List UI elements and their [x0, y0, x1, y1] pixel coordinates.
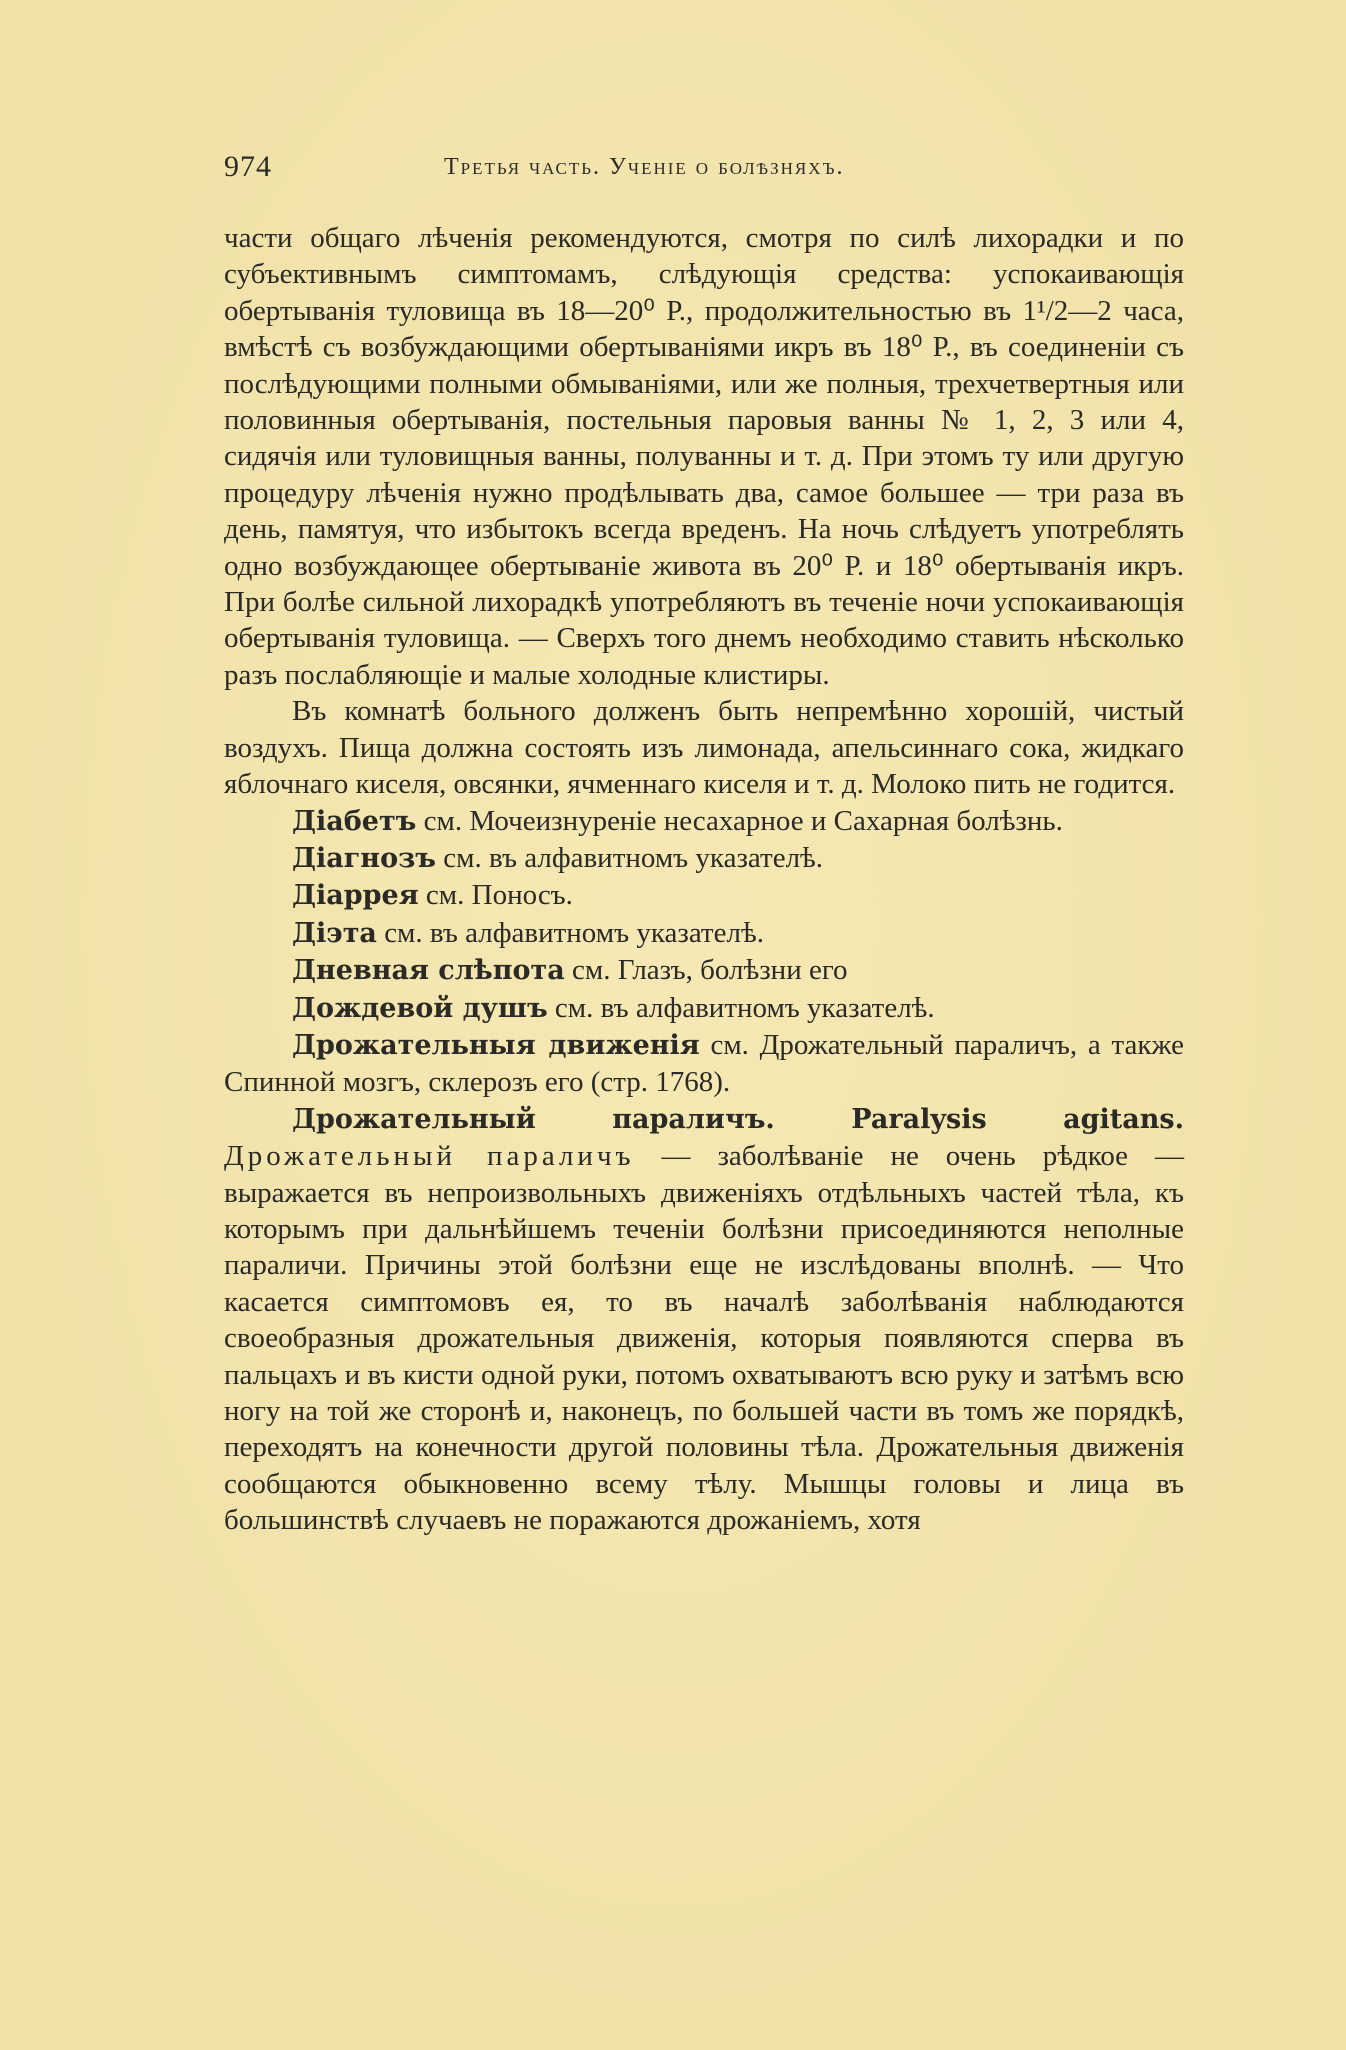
entry-diagnosis — [224, 840, 1184, 877]
paragraph: Въ комнатѣ больного долженъ быть непремѣнно хорошій, чистый воздухъ. Пища должна состоять изъ лимонада, апельсиннаго сока, жидкаго яблочнаго киселя, овсянки, ячменнаго киселя и т. д. Молоко пить не годится. — [224, 695, 1184, 801]
entry-text: см. Мочеизнуреніе несахарное и Сахарная болѣзнь. — [416, 804, 1063, 837]
entry-text: см. Поносъ. — [418, 879, 573, 912]
entry-paralysis-agitans — [224, 1101, 1184, 1539]
entry-text: см. въ алфавитномъ указателѣ. — [436, 841, 824, 874]
entry-diet — [224, 915, 1184, 952]
entry-term: Діаррея — [292, 880, 419, 912]
entry-term: Дрожательныя движенія — [292, 1029, 700, 1061]
entry-term: Діабетъ — [292, 805, 417, 837]
entry-text: см. Дрожательный параличъ, а также Спинной мозгъ, склерозъ его (стр. 1768). — [224, 1028, 1184, 1099]
page-header — [224, 150, 1184, 190]
entry-text: см. Глазъ, болѣзни его — [564, 954, 848, 987]
main-text — [224, 220, 1184, 1539]
entry-term: Дневная слѣпота — [292, 955, 565, 987]
paragraph: части общаго лѣченія рекомендуются, смотря по силѣ лихорадки и по субъективнымъ симптомамъ, слѣдующія средства: успокаивающія обертыванія туловища въ 18—20⁰ Р., продолжительностью въ 1¹/2—2 часа, вмѣстѣ съ возбуждающими обертываніями икръ въ 18⁰ Р., въ соединеніи съ послѣдующими полными обмываніями, или же полныя, трехчетвертныя или половинныя обертыванія, постельныя паровыя ванны № 1, 2, 3 или 4, сидячія или туловищныя ванны, полуванны и т. д. При этомъ ту или другую процедуру лѣченія нужно продѣлывать два, самое большее — три раза въ день, памятуя, что избытокъ всегда вреденъ. На ночь слѣдуетъ употреблять одно возбуждающее обертываніе живота въ 20⁰ Р. и 18⁰ обертыванія икръ. При болѣе сильной лихорадкѣ употребляютъ въ теченіе ночи успокаивающія обертыванія туловища. — Сверхъ того днемъ необходимо ставить нѣсколько разъ послабляющіе и малые холодные клистиры. — [224, 222, 1184, 691]
entry-term: Дрожательный параличъ. Paralysis agitans. — [292, 1103, 1184, 1135]
entry-term: Дождевой душъ — [292, 992, 548, 1024]
entry-text: — заболѣваніе не очень рѣдкое — выражается въ непроизвольныхъ движеніяхъ отдѣльныхъ частей тѣла, къ которымъ при дальнѣйшемъ теченіи болѣзни присоединяются неполные параличи. Причины этой болѣзни еще не изслѣдованы вполнѣ. — Что касается симптомовъ ея, то въ началѣ заболѣванія наблюдаются своеобразныя дрожательныя движенія, которыя появляются сперва въ пальцахъ и въ кисти одной руки, потомъ охватываютъ всю руку и затѣмъ всю ногу на той же сторонѣ и, наконецъ, по большей части въ томъ же порядкѣ, переходятъ на конечности другой половины тѣла. Дрожательныя движенія сообщаются обыкновенно всему тѣлу. Мышцы головы и лица въ большинствѣ случаевъ не поражаются дрожаніемъ, хотя — [224, 1140, 1184, 1537]
running-head: Третья часть. Ученіе о болѣзняхъ. — [444, 154, 845, 180]
entry-day-blindness — [224, 952, 1184, 989]
entry-tremor-movements — [224, 1027, 1184, 1101]
entry-term: Діагнозъ — [292, 842, 437, 874]
entry-text: см. въ алфавитномъ указателѣ. — [547, 991, 935, 1024]
entry-diabetes — [224, 803, 1184, 840]
entry-term: Діэта — [292, 917, 377, 949]
entry-text: см. въ алфавитномъ указателѣ. — [376, 916, 764, 949]
entry-diarrhea — [224, 877, 1184, 914]
page-number: 974 — [224, 150, 272, 183]
entry-rain-shower — [224, 990, 1184, 1027]
entry-spaced-lead: Дрожательный параличъ — [224, 1140, 635, 1173]
